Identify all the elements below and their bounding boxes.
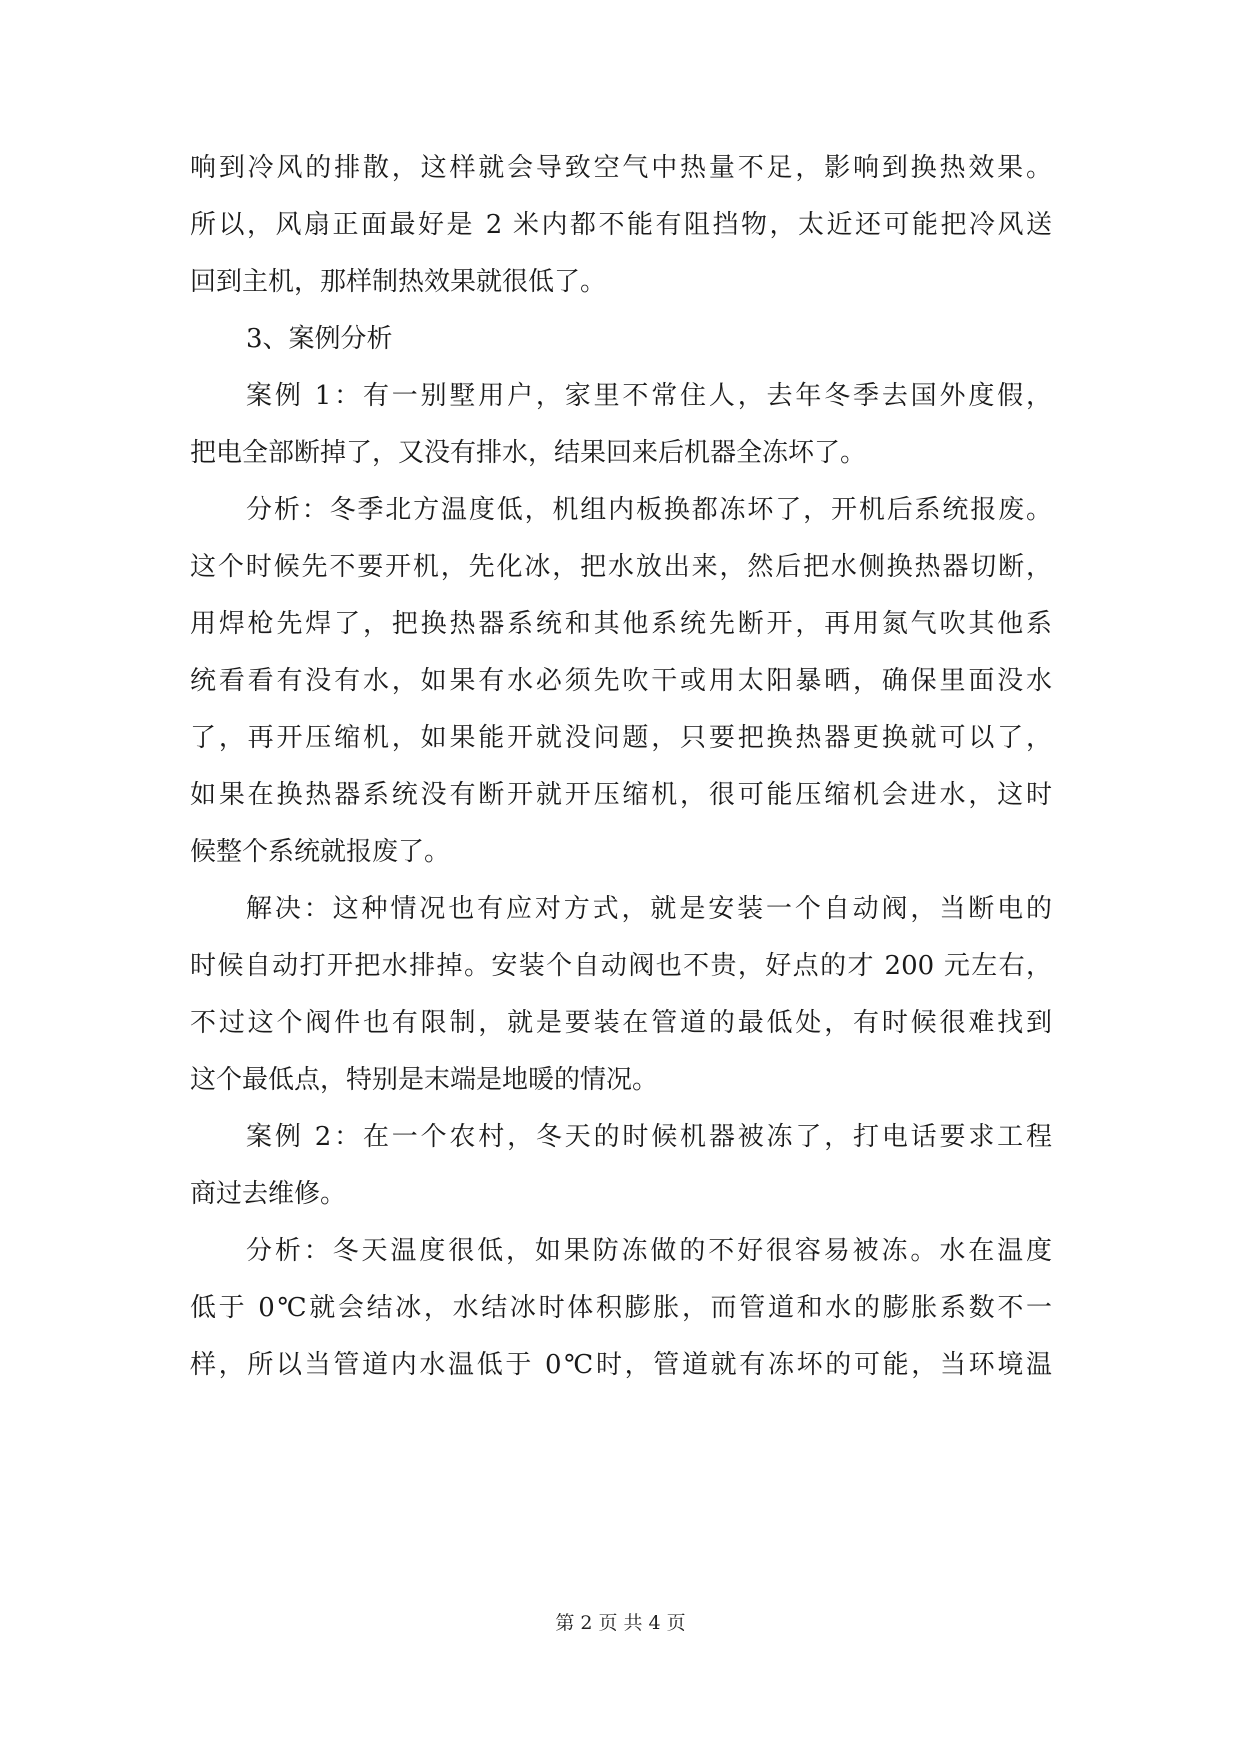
text-line: 不过这个阀件也有限制，就是要装在管道的最低处，有时候很难找到 — [190, 1008, 1052, 1038]
text-line: 商过去维修。 — [190, 1179, 347, 1209]
text-line: 响到冷风的排散，这样就会导致空气中热量不足，影响到换热效果。 — [190, 153, 1052, 183]
text-line: 如果在换热器系统没有断开就开压缩机，很可能压缩机会进水，这时 — [190, 780, 1052, 810]
text-line: 了，再开压缩机，如果能开就没问题，只要把换热器更换就可以了， — [190, 723, 1052, 753]
text-line: 这个时候先不要开机，先化冰，把水放出来，然后把水侧换热器切断， — [190, 552, 1052, 582]
text-line: 统看看有没有水，如果有水必须先吹干或用太阳暴晒，确保里面没水 — [190, 666, 1052, 696]
text-line: 候整个系统就报废了。 — [190, 837, 451, 867]
text-line: 案例 1：有一别墅用户，家里不常住人，去年冬季去国外度假， — [246, 381, 1052, 411]
section-heading: 3、案例分析 — [246, 324, 393, 354]
text-line: 案例 2：在一个农村，冬天的时候机器被冻了，打电话要求工程 — [246, 1122, 1052, 1152]
text-line: 回到主机，那样制热效果就很低了。 — [190, 267, 607, 297]
text-line: 样，所以当管道内水温低于 0℃时，管道就有冻坏的可能，当环境温 — [190, 1350, 1052, 1380]
text-line: 所以，风扇正面最好是 2 米内都不能有阻挡物，太近还可能把冷风送 — [190, 210, 1052, 240]
text-line: 分析：冬天温度很低，如果防冻做的不好很容易被冻。水在温度 — [246, 1236, 1052, 1266]
text-line: 时候自动打开把水排掉。安装个自动阀也不贵，好点的才 200 元左右， — [190, 951, 1052, 981]
text-line: 分析：冬季北方温度低，机组内板换都冻坏了，开机后系统报废。 — [246, 495, 1052, 525]
text-line: 用焊枪先焊了，把换热器系统和其他系统先断开，再用氮气吹其他系 — [190, 609, 1052, 639]
text-line: 把电全部断掉了，又没有排水，结果回来后机器全冻坏了。 — [190, 438, 867, 468]
text-line: 低于 0℃就会结冰，水结冰时体积膨胀，而管道和水的膨胀系数不一 — [190, 1293, 1052, 1323]
page-number-footer: 第 2 页 共 4 页 — [555, 1612, 686, 1634]
text-line: 这个最低点，特别是末端是地暖的情况。 — [190, 1065, 659, 1095]
text-line: 解决：这种情况也有应对方式，就是安装一个自动阀，当断电的 — [246, 894, 1052, 924]
